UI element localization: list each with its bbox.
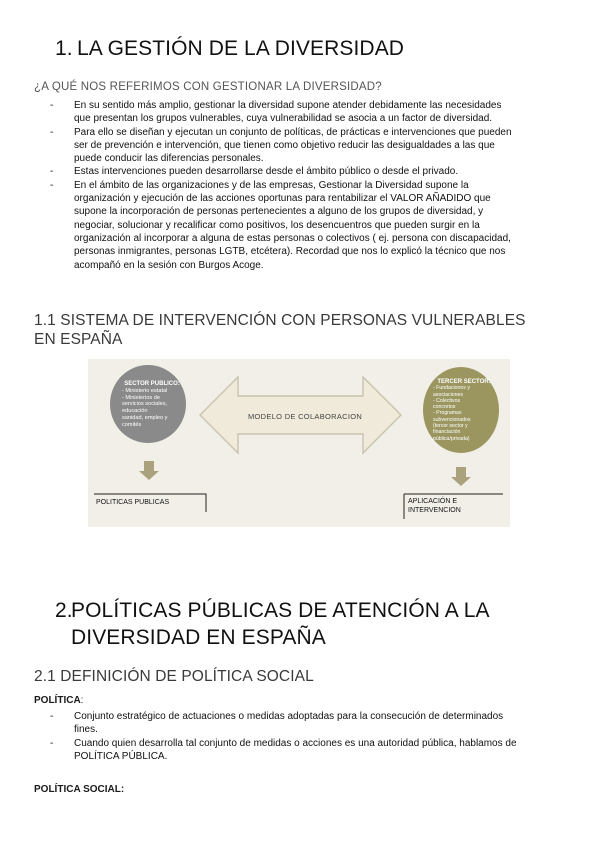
left-down-arrow — [139, 461, 159, 480]
section-1-title: LA GESTIÓN DE LA DIVERSIDAD — [76, 37, 405, 60]
section-2-number: 2. — [55, 599, 73, 622]
list-item: - Estas intervenciones pueden desarrollarse desde el ámbito público o desde el privado. — [50, 166, 459, 178]
public-sector-text: SECTOR PUBLICO: - Ministerio estatal - Ministerios de servicios sociales, educación sanidad, empleo y comités — [122, 381, 180, 428]
section-2-heading: 2.POLÍTICAS PÚBLICAS DE ATENCIÓN A LA DIVERSIDAD EN ESPAÑA — [55, 599, 490, 649]
politicas-publicas-label: POLITICAS PUBLICAS — [96, 499, 170, 506]
politica-social-label: POLÍTICA SOCIAL: — [34, 784, 125, 795]
list-item: - Para ello se diseñan y ejecutan un conjunto de políticas, de prácticas e intervenciones que pueden ser de prevención e intervención, que tienen como objetivo reducir las desigualdades a las que puede conducir las diferencias personales. — [50, 126, 512, 165]
list-item: - En el ámbito de las organizaciones y de las empresas, Gestionar la Diversidad supone la organización y ejecución de las acciones oportunas para rentabilizar el VALOR AÑADIDO que supone la incorporación de personas pertenecientes a alguno de los grupos de diversidad, y negociar, solucionar y recalificar como positivos, los desencuentros que pueden surgir en la organización al incorporar a alguna de estas personas o colectivos ( ej. persona con discapacidad, personas inmigrantes, personas LGTB, etcétera). Recordad que nos lo explicó la técnico que nos acompañó en la sesión con Burgos Acoge. — [50, 179, 511, 271]
third-sector-text: TERCER SECTOR: - Fundaciones y asociaciones - Colectivos concretos - Programas subvencionados (tercer sector y financiación pública/privada) — [433, 379, 491, 442]
right-down-arrow — [451, 467, 471, 486]
section-2-1-heading: 2.1 DEFINICIÓN DE POLÍTICA SOCIAL — [34, 668, 314, 685]
section-1-bullet-list — [34, 99, 574, 272]
collaboration-label: MODELO DE COLABORACION — [248, 412, 363, 421]
list-item: - Cuando quien desarrolla tal conjunto de medidas o acciones es una autoridad pública, hablamos de POLÍTICA PÚBLICA. — [50, 737, 517, 762]
aplicacion-label: APLICACIÓN E INTERVENCION — [408, 498, 461, 514]
section-1-number: 1. — [55, 37, 73, 60]
list-item: - En su sentido más amplio, gestionar la diversidad supone atender debidamente las necesidades que presentan los grupos vulnerables, cuya vulnerabilidad se asocia a un factor de diversidad. — [50, 100, 502, 125]
politica-bullet-list — [34, 710, 579, 763]
list-item: - Conjunto estratégico de actuaciones o medidas adoptadas para la consecución de determinados fines. — [50, 711, 504, 736]
section-1-question: ¿A QUÉ NOS REFERIMOS CON GESTIONAR LA DIVERSIDAD? — [34, 81, 382, 93]
politica-label: POLÍTICA: — [34, 695, 84, 706]
section-1-1-heading: 1.1 SISTEMA DE INTERVENCIÓN CON PERSONAS VULNERABLES EN ESPAÑA — [34, 312, 526, 348]
intervention-diagram — [88, 359, 510, 527]
section-1-heading — [55, 37, 404, 61]
